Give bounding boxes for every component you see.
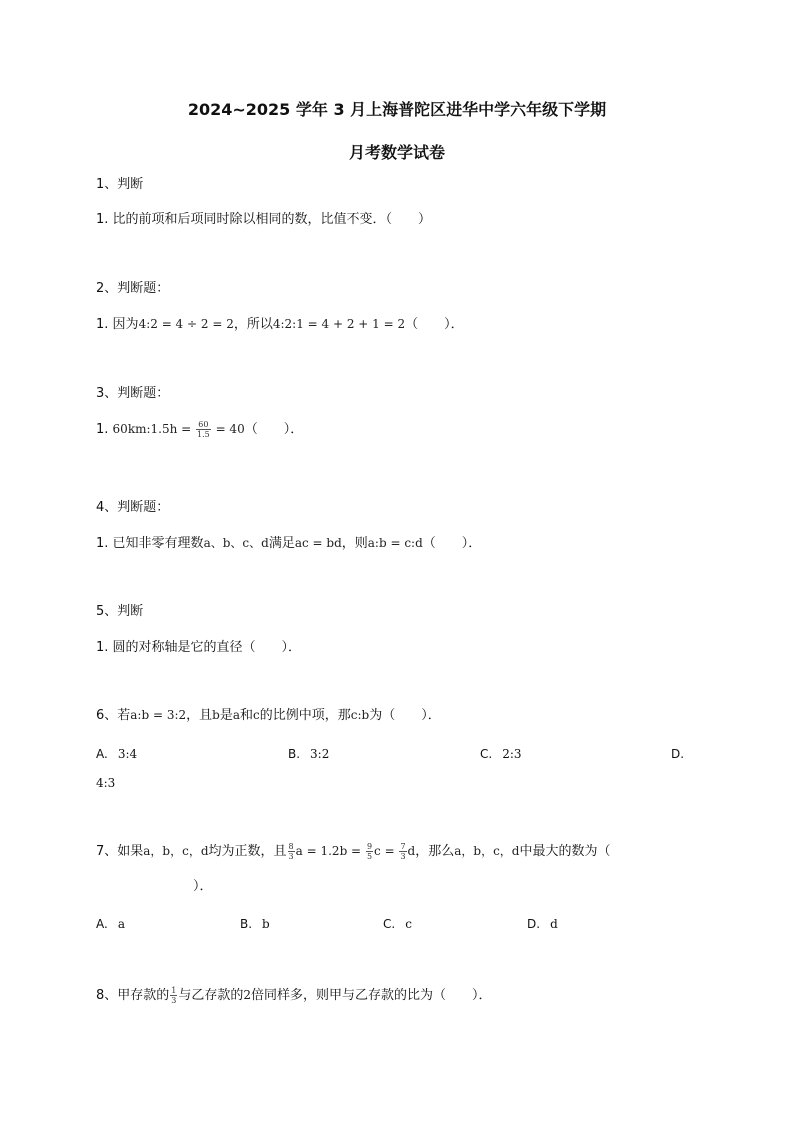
q6-math-2: b [212, 708, 220, 722]
q2-item [96, 316, 464, 333]
q7-option-d-label: D. [527, 917, 541, 931]
q3-header: 3、判断题： [96, 386, 170, 401]
q8-frac-num: 1 [171, 986, 177, 995]
q6-option-c[interactable] [480, 747, 522, 761]
exam-title-line2: 月考数学试卷 [348, 143, 445, 162]
q3-item [96, 420, 303, 439]
q1-number: 1. [96, 212, 109, 227]
q4-math-3: a:b = c:d [367, 536, 423, 550]
q7-option-d[interactable] [527, 917, 558, 931]
q6-option-b-value: 3:2 [310, 747, 330, 761]
q6-option-d-value: 4:3 [96, 776, 116, 790]
q7-option-c[interactable] [383, 917, 412, 931]
q4-text-1: 已知非零有理数 [112, 536, 204, 551]
q7-option-d-value: d [550, 917, 558, 931]
q6-math-3: a [232, 708, 241, 722]
q8-text-2: 与乙存款的 [178, 988, 244, 1003]
q7-option-a-value: a [117, 917, 125, 931]
q7-stem-end: ）． [193, 879, 213, 894]
q7-option-c-value: c [405, 917, 412, 931]
q7-math-3: c = [374, 844, 399, 858]
q7-text-1: 7、如果 [96, 844, 144, 859]
q7-frac2-den: 5 [366, 852, 373, 861]
q6-option-c-value: 2:3 [502, 747, 522, 761]
q8-text-3: 倍同样多，则甲与乙存款的比为（ ）． [251, 988, 492, 1003]
q6-math-1: a:b = 3:2 [130, 708, 187, 722]
q7-text-4: 中最大的数为（ [519, 844, 611, 859]
q5-item [96, 640, 301, 656]
q2-math-2: 4:2:1 = 4 + 2 + 1 = 2 [272, 317, 406, 331]
q7-text-2: 均为正数，且 [208, 844, 287, 859]
q7-frac3-num: 7 [400, 842, 406, 851]
q2-text-2: ，所以 [233, 317, 273, 332]
q4-text-2: 满足 [268, 536, 295, 551]
q7-frac1-num: 8 [288, 842, 294, 851]
q6-text-1: 6、若 [96, 708, 131, 723]
q6-option-b-label: B. [288, 747, 301, 761]
q6-option-d-label: D. [671, 747, 685, 761]
q3-frac-den: 1.5 [197, 430, 210, 439]
q7-option-b-label: B. [240, 917, 253, 931]
q2-number: 1. [96, 317, 109, 332]
q8-text-1: 8、甲存款的 [96, 988, 170, 1003]
q6-text-2: ，且 [186, 708, 213, 723]
q6-math-4: c [253, 708, 260, 722]
q7-frac2-num: 9 [366, 842, 373, 851]
q7-stem [96, 842, 611, 861]
q6-option-a-label: A. [96, 747, 108, 761]
q5-text: 圆的对称轴是它的直径（ ）． [112, 640, 302, 655]
q3-math-2: = 40 [211, 422, 245, 436]
q3-fraction [196, 420, 211, 439]
q7-option-a-label: A. [96, 917, 108, 931]
q5-number: 1. [96, 640, 109, 655]
q7-fraction-1 [288, 842, 295, 861]
q7-option-b-value: b [262, 917, 270, 931]
q4-math-2: ac = bd [294, 536, 342, 550]
q7-text-3: ，那么 [415, 844, 455, 859]
q7-option-c-label: C. [383, 917, 396, 931]
q6-option-b[interactable] [288, 747, 329, 761]
q2-header: 2、判断题： [96, 281, 170, 296]
q6-stem [96, 707, 441, 724]
q6-option-c-label: C. [480, 747, 493, 761]
q7-option-a[interactable] [96, 917, 125, 931]
q6-option-a[interactable] [96, 747, 137, 761]
q7-math-1: a，b，c，d [143, 844, 209, 858]
q1-header: 1、判断 [96, 177, 144, 192]
q4-number: 1. [96, 536, 109, 551]
q8-frac-den: 3 [171, 996, 177, 1005]
q6-text-3: 是 [219, 708, 233, 723]
q1-item [96, 212, 431, 228]
q6-text-5: 的比例中项，那 [259, 708, 351, 723]
q3-number: 1. [96, 422, 109, 437]
q7-math-5: a，b，c，d [454, 844, 520, 858]
q4-math-1: a、b、c、d [203, 536, 269, 550]
q7-math-2: a = 1.2b = [295, 844, 365, 858]
q6-option-d-value-holder[interactable] [96, 776, 115, 790]
q3-frac-num: 60 [196, 420, 211, 430]
q7-math-4: d [407, 844, 416, 858]
q1-text: 比的前项和后项同时除以相同的数，比值不变．（ ） [112, 212, 432, 227]
exam-title-line1: 2024~2025 学年 3 月上海普陀区进华中学六年级下学期 [187, 100, 607, 119]
q7-frac3-den: 3 [400, 852, 406, 861]
q3-text-1: （ ）． [244, 422, 304, 437]
q4-text-3: ，则 [341, 536, 368, 551]
q2-text-3: （ ）． [405, 317, 464, 332]
q8-math-1: 2 [243, 988, 252, 1002]
q6-option-d-label-holder[interactable] [671, 747, 694, 761]
q4-item [96, 535, 481, 552]
q6-math-5: c:b [350, 708, 370, 722]
q2-math-1: 4:2 = 4 ÷ 2 = 2 [138, 317, 234, 331]
q7-frac1-den: 3 [288, 852, 294, 861]
q6-text-6: 为（ ）． [369, 708, 441, 723]
q8-fraction [170, 986, 177, 1005]
q6-option-a-value: 3:4 [117, 747, 138, 761]
q8-stem [96, 986, 492, 1005]
q4-header: 4、判断题： [96, 500, 170, 515]
q7-fraction-2 [366, 842, 373, 861]
q3-math-1: 60km:1.5h = [112, 422, 196, 436]
q7-option-b[interactable] [240, 917, 270, 931]
q2-text-1: 因为 [112, 317, 139, 332]
q7-fraction-3 [399, 842, 406, 861]
q4-text-4: （ ）． [422, 536, 482, 551]
q6-text-4: 和 [240, 708, 254, 723]
q5-header: 5、判断 [96, 604, 144, 619]
